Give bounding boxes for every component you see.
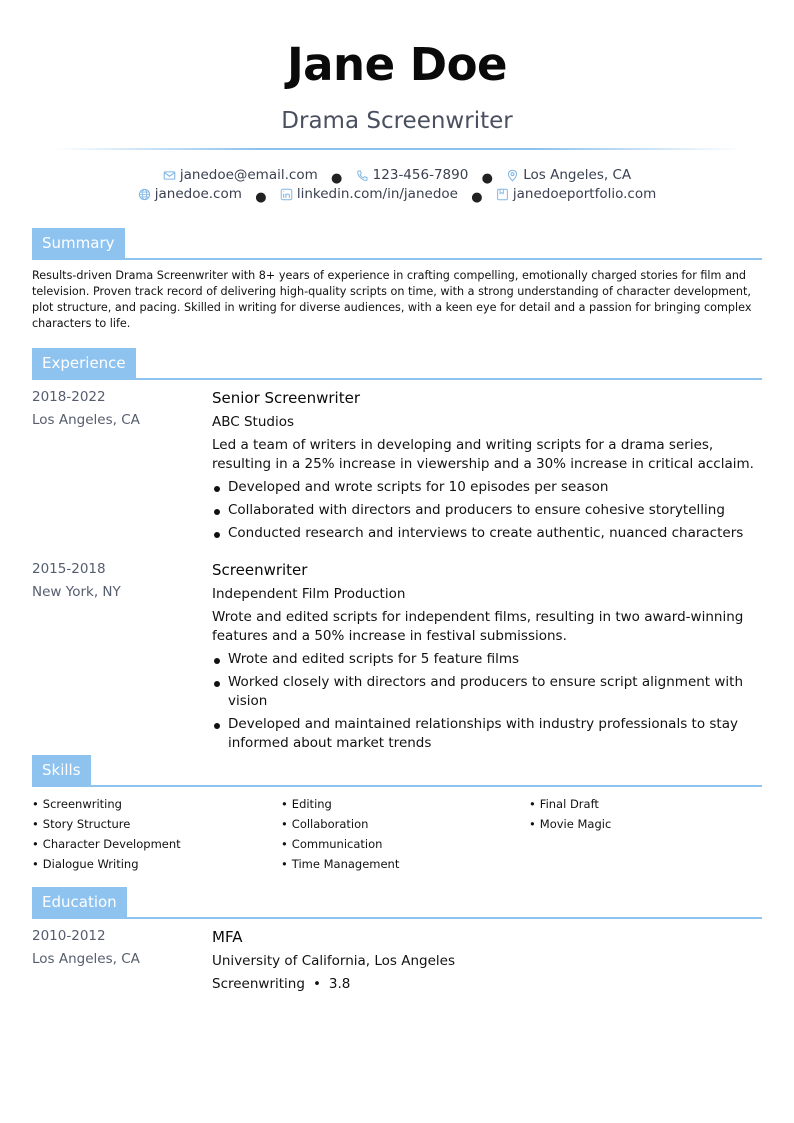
list-item: Conducted research and interviews to create authentic, nuanced characters bbox=[212, 524, 762, 543]
entry-field: Screenwriting bbox=[212, 976, 305, 992]
skills-column bbox=[529, 794, 769, 834]
experience-section-header bbox=[32, 348, 762, 380]
section-rule bbox=[32, 378, 762, 380]
entry-body bbox=[212, 388, 762, 547]
contact-row-2 bbox=[32, 185, 762, 207]
education-section-header bbox=[32, 887, 762, 919]
skill-item: • Screenwriting bbox=[32, 794, 272, 814]
entry-bullets bbox=[212, 478, 762, 543]
skills-section-header bbox=[32, 755, 762, 787]
skill-item: • Time Management bbox=[281, 854, 521, 874]
entry-bullets bbox=[212, 650, 762, 753]
contact-email[interactable]: janedoe@email.com bbox=[163, 166, 318, 185]
entry-role: Senior Screenwriter bbox=[212, 389, 360, 407]
skill-item: • Final Draft bbox=[529, 794, 769, 814]
entry-dates: 2015-2018 bbox=[32, 561, 106, 577]
entry-school: University of California, Los Angeles bbox=[212, 953, 456, 969]
contact-separator: ● bbox=[481, 171, 493, 186]
detail-separator: • bbox=[312, 976, 321, 992]
list-item: Worked closely with directors and producers to ensure script alignment with vision bbox=[212, 673, 762, 711]
phone-icon bbox=[356, 169, 369, 182]
contact-separator: ● bbox=[471, 190, 483, 205]
entry-dates: 2010-2012 bbox=[32, 928, 106, 944]
entry-gpa: 3.8 bbox=[328, 976, 351, 992]
mail-icon bbox=[163, 169, 176, 182]
summary-section-header bbox=[32, 228, 762, 260]
list-item: Developed and maintained relationships with industry professionals to stay informed about market trends bbox=[212, 715, 762, 753]
entry-role: Screenwriter bbox=[212, 561, 308, 579]
portfolio-icon bbox=[496, 188, 509, 201]
contact-separator: ● bbox=[255, 190, 267, 205]
header-divider bbox=[52, 148, 742, 150]
entry-degree: MFA bbox=[212, 928, 243, 946]
contact-linkedin[interactable]: linkedin.com/in/janedoe bbox=[280, 185, 458, 204]
section-title: Skills bbox=[32, 755, 91, 787]
list-item: Developed and wrote scripts for 10 episodes per season bbox=[212, 478, 762, 497]
skill-item: • Dialogue Writing bbox=[32, 854, 272, 874]
entry-location: Los Angeles, CA bbox=[32, 951, 140, 967]
skills-column bbox=[281, 794, 521, 874]
section-rule bbox=[32, 785, 762, 787]
section-title: Education bbox=[32, 887, 127, 919]
skill-item: • Story Structure bbox=[32, 814, 272, 834]
contact-location: Los Angeles, CA bbox=[506, 166, 631, 185]
list-item: Collaborated with directors and producers to ensure cohesive storytelling bbox=[212, 501, 762, 520]
contact-phone[interactable]: 123-456-7890 bbox=[356, 166, 469, 185]
candidate-name: Jane Doe bbox=[286, 38, 508, 91]
list-item: Wrote and edited scripts for 5 feature films bbox=[212, 650, 762, 669]
entry-description: Led a team of writers in developing and writing scripts for a drama series, resulting in a 25% increase in viewership and a 30% increase in critical acclaim. bbox=[212, 437, 754, 472]
skill-item: • Movie Magic bbox=[529, 814, 769, 834]
globe-icon bbox=[138, 188, 151, 201]
skill-item: • Communication bbox=[281, 834, 521, 854]
entry-location: New York, NY bbox=[32, 584, 121, 600]
section-title: Summary bbox=[32, 228, 125, 260]
section-rule bbox=[32, 917, 762, 919]
entry-company: Independent Film Production bbox=[212, 586, 406, 602]
entry-location: Los Angeles, CA bbox=[32, 412, 140, 428]
entry-body bbox=[212, 927, 762, 994]
section-rule bbox=[32, 258, 762, 260]
entry-description: Wrote and edited scripts for independent films, resulting in two award-winning features and a 50% increase in festival submissions. bbox=[212, 609, 744, 644]
skill-item: • Collaboration bbox=[281, 814, 521, 834]
entry-company: ABC Studios bbox=[212, 414, 295, 430]
skill-item: • Character Development bbox=[32, 834, 272, 854]
linkedin-icon bbox=[280, 188, 293, 201]
skills-column bbox=[32, 794, 272, 874]
candidate-headline: Drama Screenwriter bbox=[281, 108, 513, 134]
skill-item: • Editing bbox=[281, 794, 521, 814]
location-icon bbox=[506, 169, 519, 182]
entry-dates: 2018-2022 bbox=[32, 389, 106, 405]
section-title: Experience bbox=[32, 348, 136, 380]
entry-details bbox=[212, 975, 762, 994]
entry-body bbox=[212, 560, 762, 757]
contact-separator: ● bbox=[331, 171, 343, 186]
summary-text: Results-driven Drama Screenwriter with 8+ years of experience in crafting compelling, emotionally charged stories for film and television. Proven track record of delivering high-quality scripts on time, with a strong understanding of character development, plot structure, and pacing. Skilled in writing for diverse audiences, with a keen eye for detail and a passion for bringing complex characters to life. bbox=[32, 269, 752, 330]
contact-portfolio[interactable]: janedoeportfolio.com bbox=[496, 185, 656, 204]
contact-website[interactable]: janedoe.com bbox=[138, 185, 242, 204]
